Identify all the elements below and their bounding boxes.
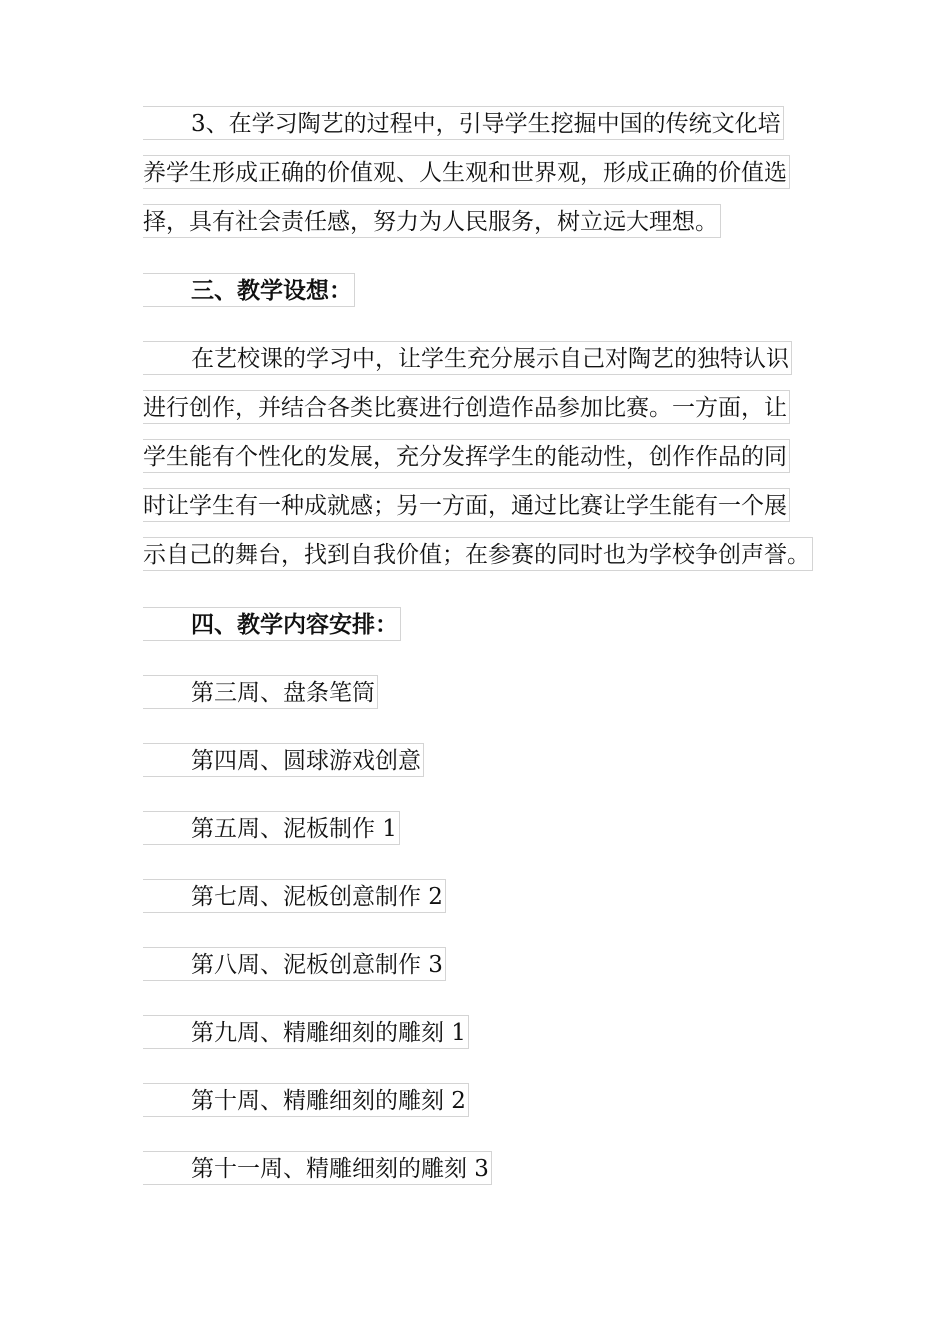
list-item: 第七周、泥板创意制作 2 (143, 879, 446, 913)
list-item: 第十一周、精雕细刻的雕刻 3 (143, 1151, 492, 1185)
section-heading: 三、教学设想： (143, 273, 355, 307)
list-item: 第十周、精雕细刻的雕刻 2 (143, 1083, 469, 1117)
paragraph-line: 养学生形成正确的价值观、人生观和世界观，形成正确的价值选 (143, 155, 790, 189)
paragraph-line: 进行创作，并结合各类比赛进行创造作品参加比赛。一方面，让 (143, 390, 790, 424)
paragraph-line: 择，具有社会责任感，努力为人民服务，树立远大理想。 (143, 204, 721, 238)
section-heading: 四、教学内容安排： (143, 607, 401, 641)
paragraph-line: 学生能有个性化的发展，充分发挥学生的能动性，创作作品的同 (143, 439, 790, 473)
list-item: 第五周、泥板制作 1 (143, 811, 400, 845)
paragraph-line: 时让学生有一种成就感；另一方面，通过比赛让学生能有一个展 (143, 488, 790, 522)
list-item: 第四周、圆球游戏创意 (143, 743, 424, 777)
list-item: 第八周、泥板创意制作 3 (143, 947, 446, 981)
paragraph-line: 3、在学习陶艺的过程中，引导学生挖掘中国的传统文化培 (143, 106, 784, 140)
paragraph-line: 在艺校课的学习中，让学生充分展示自己对陶艺的独特认识 (143, 341, 792, 375)
list-item: 第三周、盘条笔筒 (143, 675, 378, 709)
list-item: 第九周、精雕细刻的雕刻 1 (143, 1015, 469, 1049)
paragraph-line: 示自己的舞台，找到自我价值；在参赛的同时也为学校争创声誉。 (143, 537, 813, 571)
